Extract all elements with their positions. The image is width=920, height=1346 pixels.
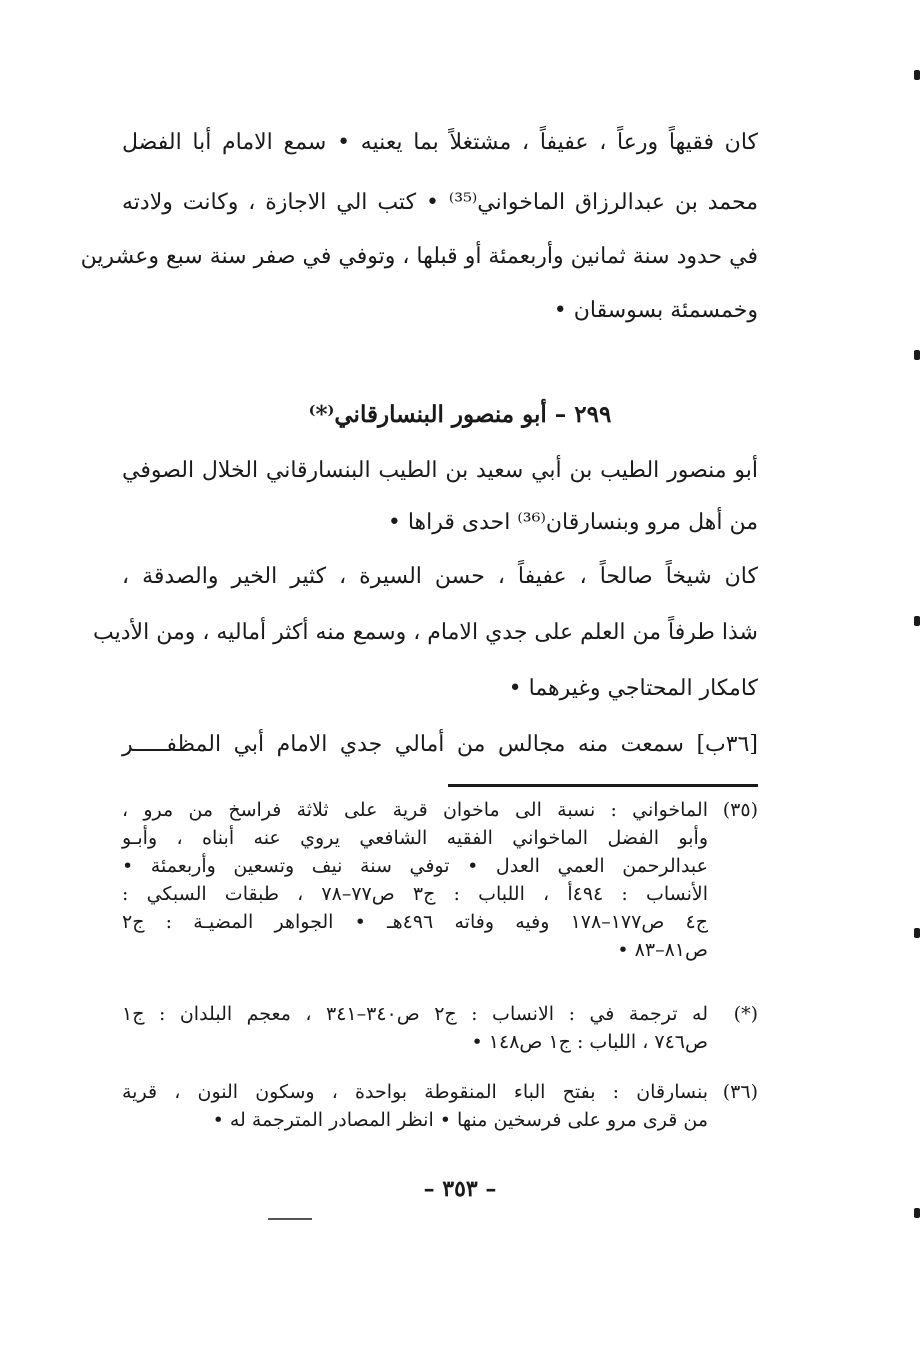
paragraph-1-line-1: كان فقيهاً ورعاً ، عفيفاً ، مشتغلاً بما يعنيه • سمع الامام أبا الفضل [122,130,758,155]
entry-paragraph-3-line-1: [٣٦ب] سمعت منه مجالس من أمالي جدي الامام أبي المظفـــــر [122,732,758,757]
footnote-line: ص٧٤٦ ، اللباب : ج١ ص١٤٨ • [471,1031,708,1053]
footnote-35 [122,796,758,964]
footnote-line: بنسارقان : بفتح الباء المنقوطة بواحدة ، وسكون النون ، قرية [122,1081,708,1103]
footnote-marker: (*) [733,1003,758,1025]
footnote-body [122,1000,708,1056]
paragraph-1-line-4: وخمسمئة بسوسقان • [553,298,758,323]
footnote-line: ج٤ ص١٧٧–١٧٨ وفيه وفاته ٤٩٦هـ • الجواهر المضيـة : ج٢ [122,911,708,933]
edge-mark [914,928,920,938]
footnote-marker: (٣٦) [722,1081,758,1103]
edge-mark [914,350,920,360]
entry-paragraph-2-line-2: شذا طرفاً من العلم على جدي الامام ، وسمع منه أكثر أماليه ، ومن الأديب [93,620,758,645]
footnote-line: الأنساب : ٤٩٤أ ، اللباب : ج٣ ص٧٧–٧٨ ، طبقات السبكي : [122,883,708,905]
footnote-line: ص٨١–٨٣ • [617,939,708,961]
footnote-star [122,1000,758,1056]
edge-mark [914,70,920,80]
entry-paragraph-2-line-3: كامكار المحتاجي وغيرهما • [508,676,758,701]
footnote-line: الماخواني : نسبة الى ماخوان قرية على ثلاثة فراسخ من مرو ، [122,799,708,821]
footnote-line: له ترجمة في : الانساب : ج٢ ص٣٤٠–٣٤١ ، معجم البلدان : ج١ [122,1003,709,1025]
footnote-body [122,796,708,964]
edge-mark [914,616,920,626]
entry-paragraph-1-line-1: أبو منصور الطيب بن أبي سعيد بن الطيب البنسارقاني الخلال الصوفي [122,458,758,483]
page-number: – ٣٥٣ – [423,1176,497,1202]
entry-paragraph-2-line-1: كان شيخاً صالحاً ، عفيفاً ، حسن السيرة ، كثير الخير والصدقة ، [122,564,758,589]
footnote-body [122,1078,708,1134]
footnote-line: من قرى مرو على فرسخين منها • انظر المصادر المترجمة له • [212,1109,708,1131]
footnote-separator [448,784,758,787]
footnote-marker: (٣٥) [722,799,758,821]
scan-artifact-dash [268,1218,312,1220]
paragraph-1-line-2: محمد بن عبدالرزاق الماخواني⁽³⁵⁾ • كتب الي الاجازة ، وكانت ولادته [122,190,758,215]
entry-paragraph-1-line-2: من أهل مرو وبنسارقان⁽³⁶⁾ احدى قراها • [387,510,758,535]
footnote-line: وأبو الفضل الماخواني الفقيه الشافعي يروي عنه أبناه ، وأبـو [122,827,708,849]
edge-mark [914,1208,920,1218]
footnote-line: عبدالرحمن العمي العدل • توفي سنة نيف وتسعين وأربعمئة • [122,855,708,877]
footnote-36 [122,1078,758,1134]
paragraph-1-line-3: في حدود سنة ثمانين وأربعمئة أو قبلها ، وتوفي في صفر سنة سبع وعشرين [80,244,758,269]
entry-heading: ٢٩٩ – أبو منصور البنسارقاني⁽*⁾ [308,401,612,428]
